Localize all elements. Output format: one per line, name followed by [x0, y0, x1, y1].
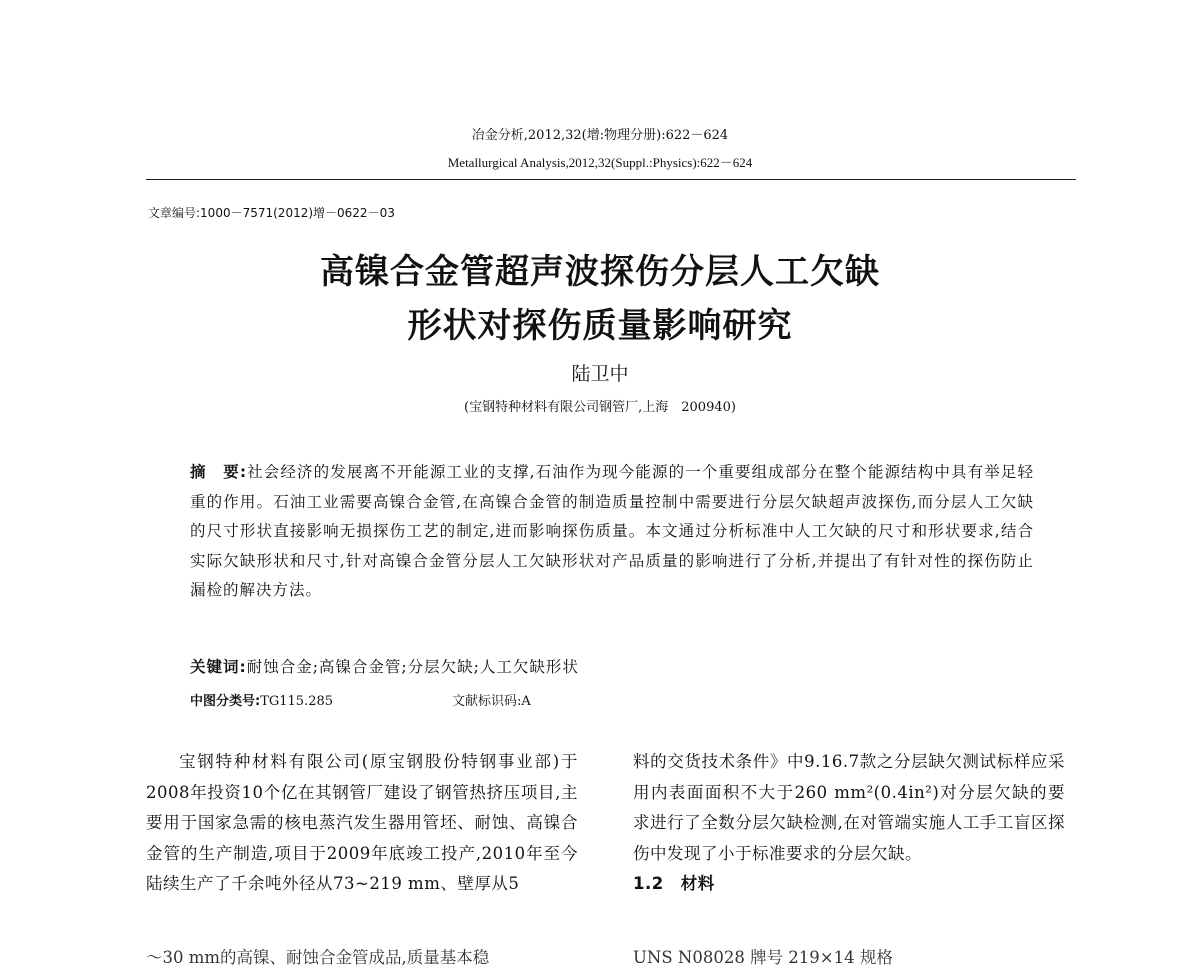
doc-id-value: A — [521, 694, 531, 709]
classification-number — [190, 690, 333, 709]
article-number: 文章编号:1000－7571(2012)增－0622－03 — [148, 206, 395, 220]
keywords-label: 关键词: — [190, 658, 247, 676]
author-name: 陆卫中 — [571, 363, 629, 385]
header-rule — [146, 179, 1076, 180]
affiliation: (宝钢特种材料有限公司钢管厂,上海 200940) — [464, 400, 736, 415]
journal-header-en: Metallurgical Analysis,2012,32(Suppl.:Physics):622－624 — [447, 155, 753, 170]
doc-id-label: 文献标识码: — [452, 694, 522, 709]
body-left-column: 宝钢特种材料有限公司(原宝钢股份特钢事业部)于2008年投资10个亿在其钢管厂建设了钢管热挤压项目,主要用于国家急需的核电蒸汽发生器用管坯、耐蚀、高镍合金管的生产制造,项目于2009年底竣工投产,2010年至今陆续生产了千余吨外径从73~219 mm、壁厚从5 — [146, 752, 578, 894]
keywords-text: 耐蚀合金;高镍合金管;分层欠缺;人工欠缺形状 — [246, 658, 579, 676]
cut-off-right: UNS N08028 牌号 219×14 规格 — [633, 948, 893, 967]
cut-off-left: ～30 mm的高镍、耐蚀合金管成品,质量基本稳 — [146, 948, 490, 967]
journal-header-cn: 冶金分析,2012,32(增:物理分册):622－624 — [471, 128, 729, 143]
title-line-1: 高镍合金管超声波探伤分层人工欠缺 — [320, 252, 880, 292]
document-id — [452, 690, 531, 709]
title-line-2: 形状对探伤质量影响研究 — [407, 306, 793, 346]
cut-off-line — [146, 938, 1076, 967]
body-right-column — [633, 747, 1065, 900]
keywords — [190, 655, 579, 677]
classification-value: TG115.285 — [260, 694, 334, 709]
abstract-text: 社会经济的发展离不开能源工业的支撑,石油作为现今能源的一个重要组成部分在整个能源结构中具有举足轻重的作用。石油工业需要高镍合金管,在高镍合金管的制造质量控制中需要进行分层欠缺超声波探伤,而分层人工欠缺的尺寸形状直接影响无损探伤工艺的制定,进而影响探伤质量。本文通过分析标准中人工欠缺的尺寸和形状要求,结合实际欠缺形状和尺寸,针对高镍合金管分层人工欠缺形状对产品质量的影响进行了分析,并提出了有针对性的探伤防止漏检的解决方法。 — [190, 463, 1034, 599]
abstract — [190, 458, 1034, 606]
classification-label: 中图分类号: — [190, 694, 261, 709]
body-right-paragraph: 料的交货技术条件》中9.16.7款之分层缺欠测试标样应采用内表面面积不大于260 mm²(0.4in²)对分层欠缺的要求进行了全数分层欠缺检测,在对管端实施人工手工盲区探伤中发现了小于标准要求的分层欠缺。 — [633, 752, 1065, 863]
abstract-label: 摘 要: — [190, 463, 248, 481]
section-heading: 1.2 材料 — [633, 874, 715, 894]
